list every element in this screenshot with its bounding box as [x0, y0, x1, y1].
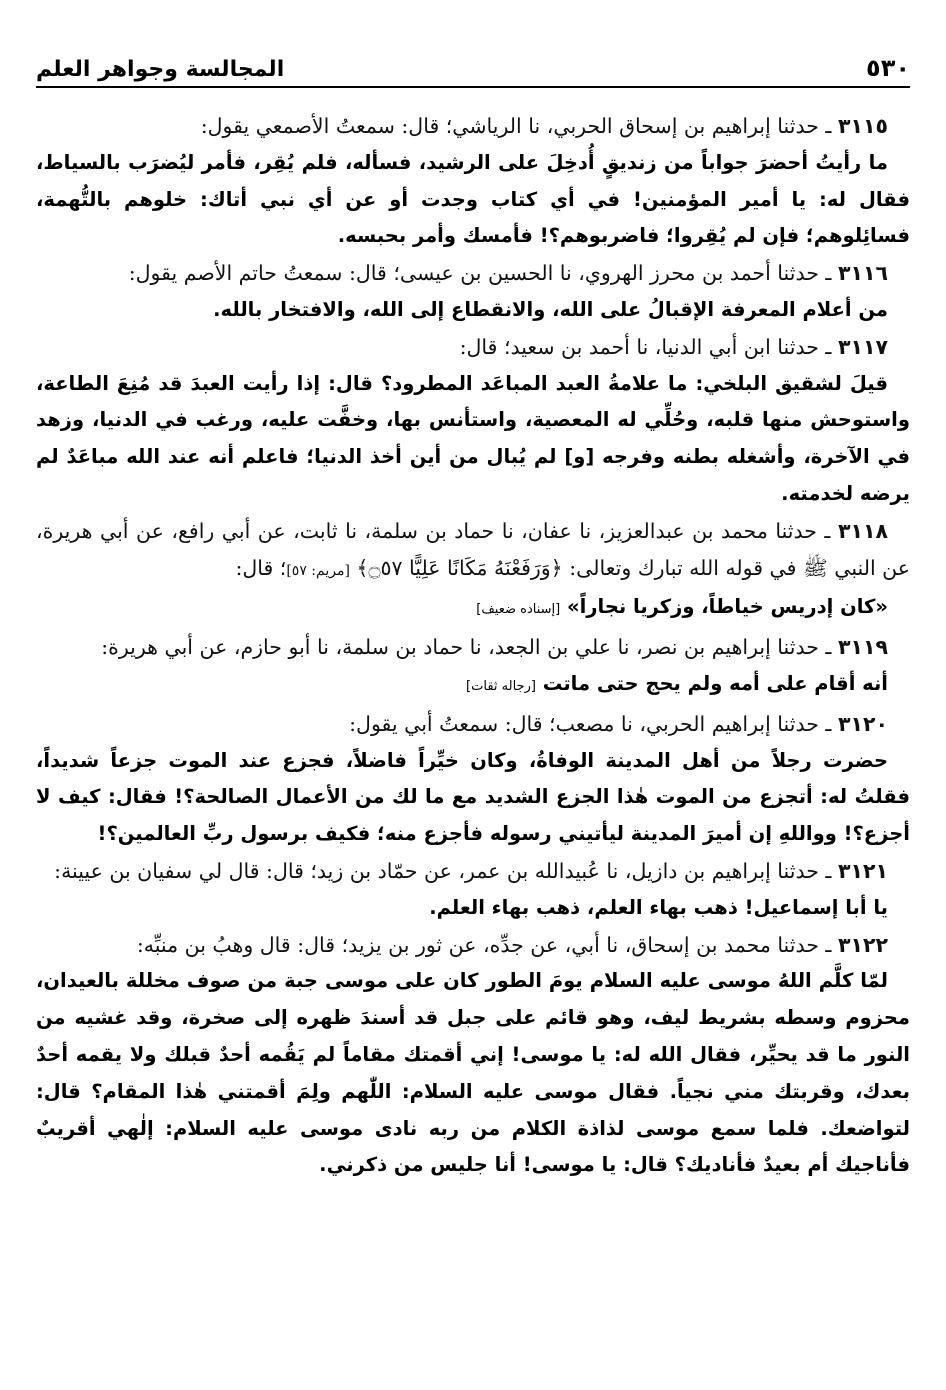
entry-3122-isnad — [36, 927, 910, 964]
entry-3118-isnad — [36, 513, 910, 590]
isnad-text: ـ حدثنا محمد بن إسحاق، نا أبي، عن جدِّه، عن ثور بن يزيد؛ قال: قال وهبُ بن منبِّه: — [136, 932, 832, 957]
entry-3119-matn — [36, 666, 910, 706]
entry-number: ٣١١٦ — [837, 261, 888, 286]
entry-3121-isnad — [36, 853, 910, 890]
entry-3115-isnad — [36, 108, 910, 145]
entry-number: ٣١١٧ — [837, 334, 888, 359]
entry-number: ٣١٢٢ — [837, 932, 888, 957]
isnad-text: ـ حدثنا ابن أبي الدنيا، نا أحمد بن سعيد؛ قال: — [459, 334, 832, 359]
isnad-text: ـ حدثنا إبراهيم الحربي، نا مصعب؛ قال: سمعتُ أبي يقول: — [349, 711, 832, 736]
page-header — [36, 40, 910, 88]
entry-number: ٣١١٩ — [837, 635, 888, 660]
quran-reference: [مريم: ٥٧] — [286, 562, 350, 579]
book-title: المجالسة وجواهر العلم — [36, 57, 285, 82]
entry-3117-isnad — [36, 329, 910, 366]
isnad-text: ـ حدثنا إبراهيم بن دازيل، نا عُبيدالله بن عمر، عن حمّاد بن زيد؛ قال: قال لي سفيان بن عيينة: — [54, 858, 832, 883]
grading-note: [إسناده ضعيف] — [476, 602, 561, 618]
isnad-text: ـ حدثنا إبراهيم بن إسحاق الحربي، نا الرياشي؛ قال: سمعتُ الأصمعي يقول: — [200, 114, 832, 138]
quran-verse: ﴿وَرَفَعْنَهُ مَكَانًا عَلِيًّا ۝٥٧﴾ — [356, 555, 563, 580]
entry-3117-matn: قيلَ لشقيق البلخي: ما علامةُ العبد المباعَد المطرود؟ قال: إذا رأيت العبدَ قد مُنِعَ الطاعة، واستوحش منها قلبه، وحُلِّي له المعصية، واستأنس بها، وخفَّت عليه، ورغب في الدنيا، وزهد في الآخرة، وأشغله بطنه وفرجه [و] لم يُبال من أين أخذ الدنيا؛ فاعلم أنه عند الله مباعَدٌ لم يرضه لخدمته. — [36, 371, 910, 505]
matn-text: «كان إدريس خياطاً، وزكريا نجاراً» — [567, 595, 888, 619]
isnad-text: ـ حدثنا محمد بن عبدالعزيز، نا عفان، نا حماد بن سلمة، نا ثابت، عن أبي رافع، عن أبي هريرة، عن النبي ﷺ في قوله الله تبارك وتعالى: — [36, 518, 910, 580]
entry-number: ٣١٢٠ — [837, 711, 888, 736]
grading-note: [رجاله ثقات] — [466, 678, 536, 694]
book-page — [36, 40, 910, 1360]
entry-number: ٣١١٨ — [837, 518, 888, 543]
entry-number: ٣١١٥ — [837, 114, 888, 138]
entry-number: ٣١٢١ — [837, 858, 888, 883]
isnad-tail: ؛ قال: — [235, 555, 287, 580]
entry-3119-isnad — [36, 629, 910, 666]
entry-3116-matn: من أعلام المعرفة الإقبالُ على الله، والانقطاع إلى الله، والافتخار بالله. — [213, 297, 888, 321]
page-number: ٥٣٠ — [866, 54, 910, 82]
entry-3122-matn: لمّا كلَّم اللهُ موسى عليه السلام يومَ الطور كان على موسى جبة من صوف مخللة بالعيدان، محزوم وسطه بشريط ليف، وهو قائم على جبل قد أسندَ ظهره إلى صخرة، وقد غشيه من النور ما قد يحيِّر، فقال الله له: يا موسى! إني أقمتك مقاماً لم يَقُمه أحدٌ قبلك ولا يقمه أحدٌ بعدك، وقربتك مني نجياً. فقال موسى عليه السلام: اللّٰهم ولِمَ أقمتني هٰذا المقام؟ قال: لتواضعك. فلما سمع موسى لذاذة الكلام من ربه نادى موسى عليه السلام: إلٰهي أقريبٌ فأناجيك أم بعيدٌ فأناديك؟ قال: يا موسى! أنا جليس من ذكرني. — [36, 969, 910, 1177]
page-content — [36, 108, 910, 1184]
entry-3116-isnad — [36, 255, 910, 292]
entry-3120-isnad — [36, 706, 910, 743]
isnad-text: ـ حدثنا إبراهيم بن نصر، نا علي بن الجعد، نا حماد بن سلمة، نا أبو حازم، عن أبي هريرة: — [101, 635, 832, 660]
entry-3115-matn: ما رأيتُ أحضرَ جواباً من زنديقٍ أُدخِلَ على الرشيد، فسأله، فلم يُقِر، فأمر ليُضرَب بالسياط، فقال له: يا أمير المؤمنين! في أي كتاب وجدت أو عن أي نبي أتاك: خلوهم بالتُّهمة، فسائِلوهم؛ فإن لم يُقِروا؛ فاضربوهم؟! فأمسك وأمر بحبسه. — [36, 150, 910, 248]
isnad-text: ـ حدثنا أحمد بن محرز الهروي، نا الحسين بن عيسى؛ قال: سمعتُ حاتم الأصم يقول: — [128, 261, 832, 286]
matn-text: أنه أقام على أمه ولم يحج حتى ماتت — [542, 671, 888, 695]
entry-3118-matn — [36, 589, 910, 629]
entry-3121-matn: يا أبا إسماعيل! ذهب بهاء العلم، ذهب بهاء العلم. — [429, 895, 888, 919]
entry-3120-matn: حضرت رجلاً من أهل المدينة الوفاةُ، وكان خيِّراً فاضلاً، فجزع عند الموت جزعاً شديداً، فقلتُ له: أتجزع من الموت هٰذا الجزع الشديد مع ما لك من الأعمال الصالحة؟! فقال: كيف لا أجزع؟! وواللهِ إن أميرَ المدينة ليأتيني رسوله فأجزع منه؛ فكيف برسول ربِّ العالمين؟! — [36, 748, 910, 846]
